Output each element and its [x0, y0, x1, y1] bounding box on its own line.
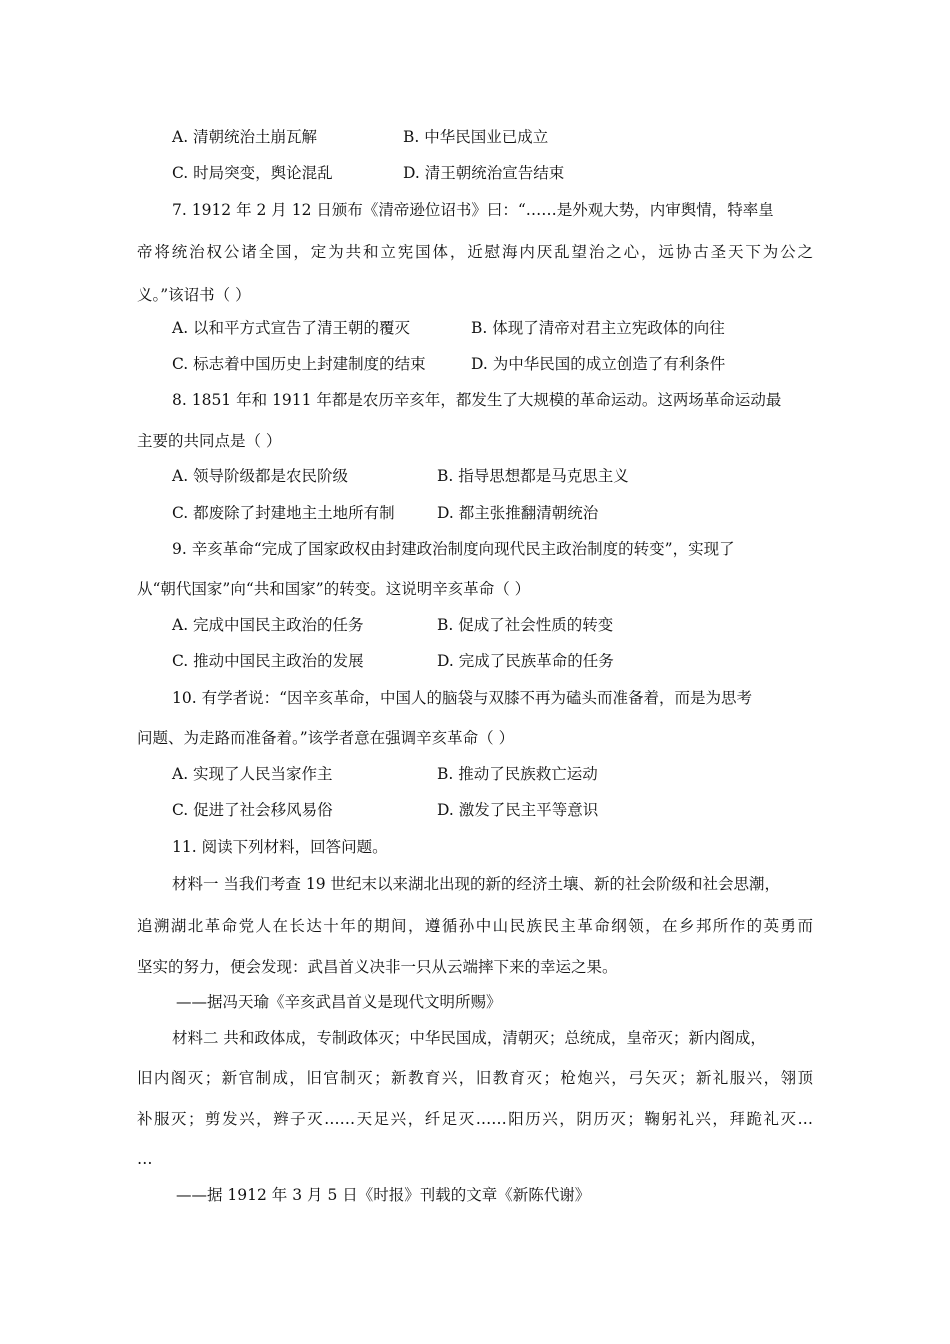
q10-option-d: D. 激发了民主平等意识: [437, 801, 599, 819]
q7-stem-line-3: 义。”该诏书（ ）: [137, 286, 251, 304]
q11-material-2-line-3: 补服灭；剪发兴，辫子灭……天足兴，纤足灭……阳历兴，阴历灭；鞠躬礼兴，拜跪礼灭…: [137, 1110, 813, 1128]
q11-material-2-line-2: 旧内阁灭；新官制成，旧官制灭；新教育兴，旧教育灭；枪炮兴，弓矢灭；新礼服兴，翎顶: [137, 1069, 813, 1087]
q6-option-d: D. 清王朝统治宣告结束: [403, 164, 565, 182]
q10-option-c: C. 促进了社会移风易俗: [172, 801, 333, 819]
q8-stem-line-1: 8. 1851 年和 1911 年都是农历辛亥年，都发生了大规模的革命运动。这两场革命运动最: [172, 391, 782, 409]
q11-material-1-line-3: 坚实的努力，便会发现：武昌首义决非一只从云端摔下来的幸运之果。: [137, 958, 618, 976]
q8-option-c: C. 都废除了封建地主土地所有制: [172, 504, 395, 522]
q7-option-c: C. 标志着中国历史上封建制度的结束: [172, 355, 426, 373]
q7-stem-line-1: 7. 1912 年 2 月 12 日颁布《清帝逊位诏书》曰：“……是外观大势，内审舆情，特率皇: [172, 201, 774, 219]
q9-stem-line-1: 9. 辛亥革命“完成了国家政权由封建政治制度向现代民主政治制度的转变”，实现了: [172, 540, 735, 558]
q11-material-2-line-1: 材料二 共和政体成，专制政体灭；中华民国成，清朝灭；总统成，皇帝灭；新内阁成，: [172, 1029, 766, 1047]
q11-material-1-source: ——据冯天瑜《辛亥武昌首义是现代文明所赐》: [176, 993, 502, 1011]
q9-option-c: C. 推动中国民主政治的发展: [172, 652, 364, 670]
q11-material-2-line-4: …: [137, 1150, 153, 1168]
q8-option-a: A. 领导阶级都是农民阶级: [172, 467, 349, 485]
q8-option-d: D. 都主张推翻清朝统治: [437, 504, 599, 522]
q9-option-b: B. 促成了社会性质的转变: [437, 616, 614, 634]
q11-material-1-line-2: 追溯湖北革命党人在长达十年的期间，遵循孙中山民族民主革命纲领，在乡邦所作的英勇而: [137, 917, 813, 935]
q11-material-1-line-1: 材料一 当我们考查 19 世纪末以来湖北出现的新的经济土壤、新的社会阶级和社会思潮，: [172, 875, 781, 893]
q11-material-2-source: ——据 1912 年 3 月 5 日《时报》刊载的文章《新陈代谢》: [176, 1186, 591, 1204]
q6-option-c: C. 时局突变，舆论混乱: [172, 164, 333, 182]
q7-stem-line-2: 帝将统治权公诸全国，定为共和立宪国体，近慰海内厌乱望治之心，远协古圣天下为公之: [137, 243, 813, 261]
q7-option-b: B. 体现了清帝对君主立宪政体的向往: [471, 319, 725, 337]
q11-intro: 11. 阅读下列材料，回答问题。: [172, 838, 388, 856]
q10-stem-line-1: 10. 有学者说：“因辛亥革命，中国人的脑袋与双膝不再为磕头而准备着，而是为思考: [172, 689, 753, 707]
q9-option-d: D. 完成了民族革命的任务: [437, 652, 614, 670]
q8-stem-line-2: 主要的共同点是（ ）: [137, 432, 282, 450]
q9-option-a: A. 完成中国民主政治的任务: [172, 616, 364, 634]
q6-option-b: B. 中华民国业已成立: [403, 128, 549, 146]
q9-stem-line-2: 从“朝代国家”向“共和国家”的转变。这说明辛亥革命（ ）: [137, 580, 531, 598]
q10-option-a: A. 实现了人民当家作主: [172, 765, 333, 783]
q7-option-a: A. 以和平方式宣告了清王朝的覆灭: [172, 319, 411, 337]
q8-option-b: B. 指导思想都是马克思主义: [437, 467, 629, 485]
q10-stem-line-2: 问题、为走路而准备着。”该学者意在强调辛亥革命（ ）: [137, 729, 515, 747]
q7-option-d: D. 为中华民国的成立创造了有利条件: [471, 355, 726, 373]
q10-option-b: B. 推动了民族救亡运动: [437, 765, 598, 783]
q6-option-a: A. 清朝统治土崩瓦解: [172, 128, 318, 146]
